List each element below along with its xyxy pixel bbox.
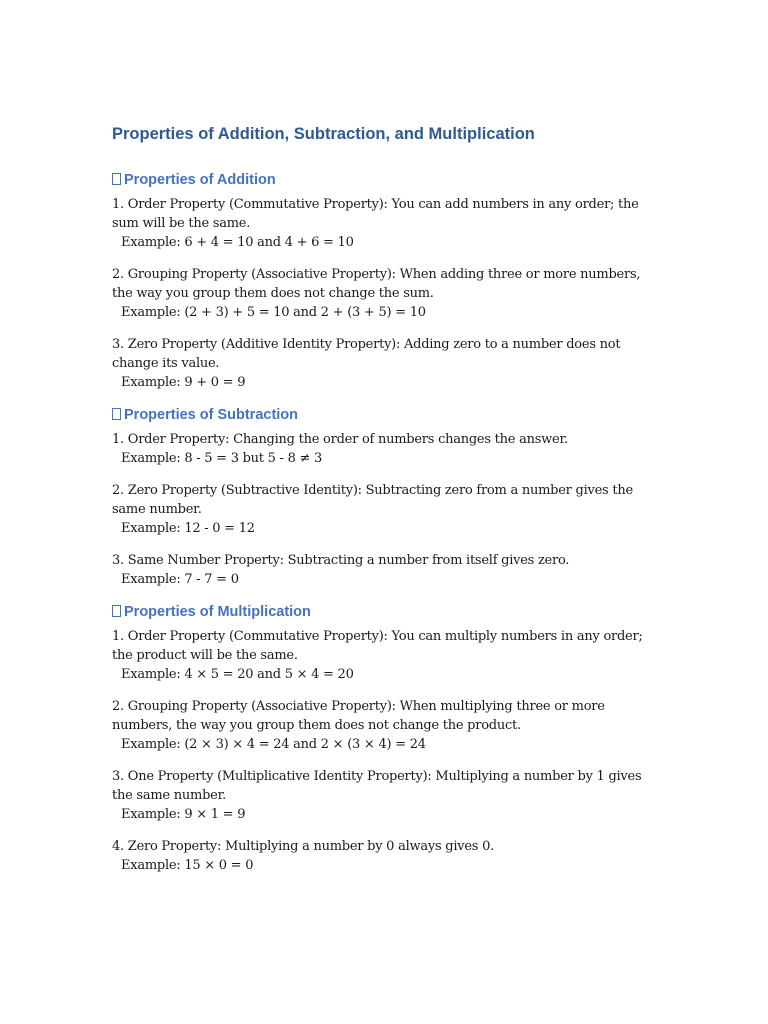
- property-example: Example: 15 × 0 = 0: [121, 858, 254, 873]
- property-example: Example: 9 × 1 = 9: [121, 807, 246, 822]
- list-item: [112, 481, 660, 538]
- property-description: 2. Grouping Property (Associative Property): When multiplying three or more numbers, the way you group them does not change the product.: [112, 699, 605, 733]
- property-description: 3. One Property (Multiplicative Identity Property): Multiplying a number by 1 gives the same number.: [112, 769, 642, 803]
- list-item: [112, 551, 660, 589]
- property-example: Example: (2 × 3) × 4 = 24 and 2 × (3 × 4) = 24: [121, 737, 426, 752]
- list-item: [112, 430, 660, 468]
- property-example: Example: 12 - 0 = 12: [121, 521, 255, 536]
- list-item: [112, 627, 660, 684]
- property-example: Example: (2 + 3) + 5 = 10 and 2 + (3 + 5) = 10: [121, 305, 426, 320]
- property-example: Example: 6 + 4 = 10 and 4 + 6 = 10: [121, 235, 354, 250]
- property-description: 4. Zero Property: Multiplying a number by 0 always gives 0.: [112, 839, 494, 854]
- property-description: 1. Order Property (Commutative Property): You can add numbers in any order; the sum will be the same.: [112, 197, 639, 231]
- section-multiplication: [112, 602, 660, 875]
- property-description: 3. Same Number Property: Subtracting a number from itself gives zero.: [112, 553, 570, 568]
- document-page: [112, 120, 660, 888]
- section-heading-addition: [112, 170, 660, 190]
- property-description: 1. Order Property: Changing the order of numbers changes the answer.: [112, 432, 568, 447]
- property-example: Example: 7 - 7 = 0: [121, 572, 239, 587]
- list-item: [112, 697, 660, 754]
- section-heading-multiplication: [112, 602, 660, 622]
- property-description: 2. Zero Property (Subtractive Identity): Subtracting zero from a number gives the same number.: [112, 483, 633, 517]
- section-heading-label: Properties of Multiplication: [124, 604, 311, 620]
- section-subtraction: [112, 405, 660, 589]
- property-description: 1. Order Property (Commutative Property): You can multiply numbers in any order; the product will be the same.: [112, 629, 643, 663]
- list-item: [112, 837, 660, 875]
- property-example: Example: 8 - 5 = 3 but 5 - 8 ≠ 3: [121, 451, 323, 466]
- section-heading-subtraction: [112, 405, 660, 425]
- list-item: [112, 335, 660, 392]
- list-item: [112, 767, 660, 824]
- section-heading-label: Properties of Subtraction: [124, 407, 299, 423]
- list-item: [112, 195, 660, 252]
- property-example: Example: 4 × 5 = 20 and 5 × 4 = 20: [121, 667, 354, 682]
- document-title: Properties of Addition, Subtraction, and Multiplication: [112, 125, 535, 143]
- list-item: [112, 265, 660, 322]
- property-description: 3. Zero Property (Additive Identity Property): Adding zero to a number does not change its value.: [112, 337, 621, 371]
- section-heading-label: Properties of Addition: [124, 172, 276, 188]
- property-example: Example: 9 + 0 = 9: [121, 375, 246, 390]
- missing-glyph-box-icon: [112, 605, 121, 617]
- property-description: 2. Grouping Property (Associative Property): When adding three or more numbers, the way you group them does not change the sum.: [112, 267, 641, 301]
- missing-glyph-box-icon: [112, 173, 121, 185]
- missing-glyph-box-icon: [112, 408, 121, 420]
- section-addition: [112, 170, 660, 392]
